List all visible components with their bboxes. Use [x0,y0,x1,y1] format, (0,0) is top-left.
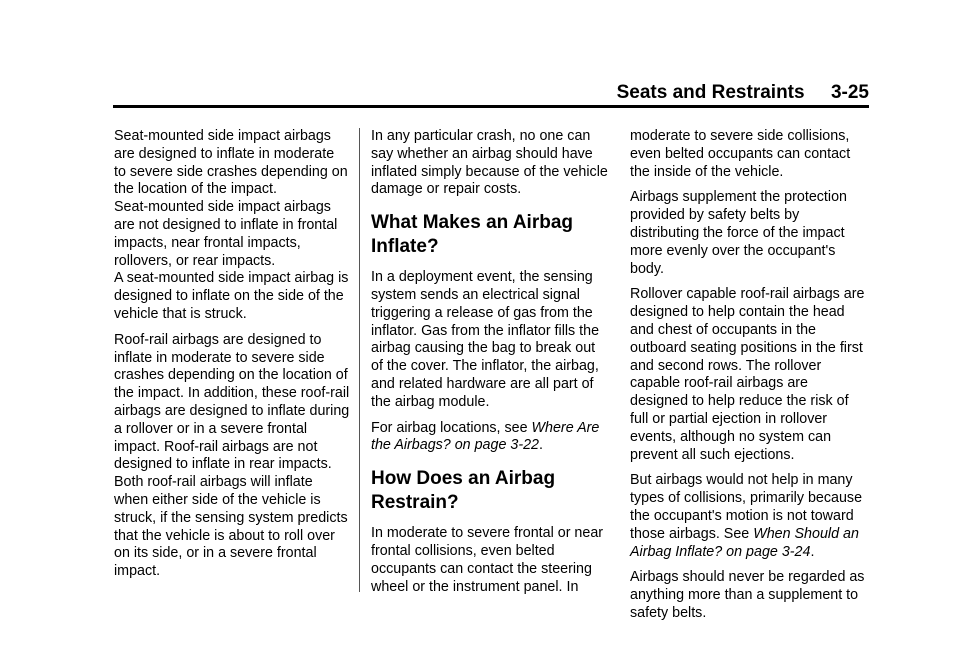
header-rule [113,105,869,108]
paragraph: Roof-rail airbags are designed to inflate in moderate to severe side crashes depending on the location of the impact. In addition, these roof-rail airbags are designed to inflate during a rollover or in a severe frontal impact. Roof-rail airbags are not designed to inflate in rear impacts. Both roof-rail airbags will inflate when either side of the vehicle is struck, if the sensing system predicts that the vehicle is about to roll over on its side, or in a severe frontal impact. [114,331,350,580]
paragraph: In moderate to severe frontal or near frontal collisions, even belted occupants can contact the steering wheel or the instrument panel. In [371,525,604,595]
paragraph [371,420,611,456]
paragraph: In any particular crash, no one can say whether an airbag should have inflated simply because of the vehicle damage or repair costs. [371,128,608,198]
paragraph: In a deployment event, the sensing system sends an electrical signal triggering a release of gas from the inflator. Gas from the inflator fills the airbag causing the bag to break out of the cover. The inflator, the airbag, and related hardware are all part of the airbag module. [371,269,600,410]
section-heading: How Does an Airbag Restrain? [371,468,556,514]
cross-reference-link[interactable]: Where Are the Airbags? on page 3-22 [371,419,600,454]
paragraph: Seat-mounted side impact airbags are designed to inflate in moderate to severe side crashes depending on the location of the impact. [114,128,348,198]
paragraph: moderate to severe side collisions, even belted occupants can contact the inside of the vehicle. [630,128,851,180]
paragraph-text: For airbag locations, see [371,419,532,436]
cross-reference-link[interactable]: When Should an Airbag Inflate? on page 3-24 [630,525,859,560]
column-1 [114,128,350,589]
paragraph: Airbags supplement the protection provided by safety belts by distributing the force of the impact more evenly over the occupant's body. [630,189,847,277]
paragraph-text: But airbags would not help in many types of collisions, primarily because the occupant's motion is not toward those airbags. See [630,472,863,542]
section-heading: What Makes an Airbag Inflate? [371,212,574,258]
paragraph: Rollover capable roof-rail airbags are designed to help contain the head and chest of occupants in the outboard seating positions in the first and second rows. The rollover capable roof-rail airbags are designed to help reduce the risk of full or partial ejection in rollover events, although no system can prevent all such ejections. [630,286,865,463]
paragraph-text: . [810,543,815,560]
column-2 [371,128,611,604]
page-header [113,78,869,108]
paragraph [630,472,870,561]
paragraph: Seat-mounted side impact airbags are not designed to inflate in frontal impacts, near frontal impacts, rollovers, or rear impacts. [114,199,338,269]
paragraph: Airbags should never be regarded as anything more than a supplement to safety belts. [630,569,865,621]
column-divider [359,128,360,592]
paragraph-text: . [538,437,543,454]
paragraph: A seat-mounted side impact airbag is designed to inflate on the side of the vehicle that is struck. [114,270,349,322]
column-3 [630,128,870,631]
page-header-title: Seats and Restraints 3-25 [616,82,869,103]
